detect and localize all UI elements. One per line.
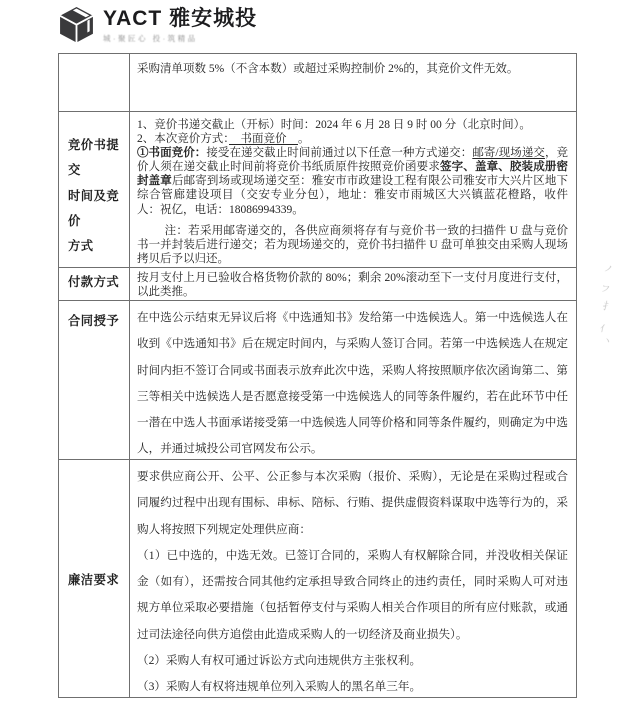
row-header-payment-terms: [59, 268, 130, 300]
content-paragraph: [137, 271, 568, 299]
row-header-submission-time-and-method: [59, 112, 130, 267]
margin-mark: 丶: [601, 336, 613, 348]
row-content-contract-award: [130, 301, 576, 459]
row-content-integrity-requirements: [130, 460, 576, 697]
row-content-submission-time-and-method: [130, 112, 576, 267]
logo-text-block: [103, 6, 257, 44]
body-text: （3）采购人有权将违规单位列入采购人的黑名单三年。: [137, 680, 422, 694]
content-paragraph: [137, 132, 568, 146]
body-text: （1）已中选的，中选无效。已签订合同的，采购人有权解除合同，并没收相关保证金（如有），还需按合同其他约定承担导致合同终止的违约责任，同时采购人可对违规方单位采取必要措施（包括暂停支付与采购人相关合作项目的所有应付账款，或通过司法途径向供方追偿由此造成采购人的一切经济及商业损失）。: [137, 548, 568, 641]
row-header-line: 时间及竞价: [68, 188, 120, 228]
content-paragraph: [137, 62, 568, 76]
table-row-contract-award: [59, 301, 576, 460]
row-header-line: 付款方式: [68, 275, 120, 289]
row-content-bid-invalid-clause: [130, 54, 576, 111]
table-row-bid-invalid-clause: [59, 54, 576, 112]
body-text: 。: [298, 133, 310, 146]
body-text: 注：若采用邮寄递交的，各供应商须将存有与竞价书一致的扫描件 U 盘与竞价书一并封装后进行递交；若为现场递交的，竞价书扫描件 U 盘可单独交由采购人现场拷贝后予以归还。: [137, 224, 568, 265]
content-paragraph: [137, 543, 568, 648]
cube-logo-icon: [58, 6, 95, 44]
table-row-payment-terms: [59, 268, 576, 301]
body-text: 按月支付上月已验收合格货物价款的 80%；剩余 20%滚动至下一支付月度进行支付，以此类推。: [137, 272, 568, 299]
body-text: （2）采购人有权可通过诉讼方式向违规供方主张权利。: [137, 654, 422, 668]
content-paragraph: [137, 118, 568, 132]
row-header-line: 合同授予: [68, 314, 120, 328]
body-text: ，竞价人须在递交截止时间前将竞价书纸质原件按照竞价函要求: [137, 147, 569, 174]
handwritten-margin-marks: [596, 258, 622, 368]
row-header-integrity-requirements: [59, 460, 130, 697]
row-header-line: 竞价书提交: [68, 138, 120, 178]
body-text: 1、竞价书递交截止（开标）时间：2024 年 6 月 28 日 9 时 00 分（北京时间）。: [137, 119, 531, 131]
body-text: 采购清单项数 5%（不含本数）或超过采购控制价 2%的，其竞价文件无效。: [137, 63, 519, 75]
content-paragraph: [137, 146, 568, 216]
body-text: 后邮寄到场或现场递交至：雅安市市政建设工程有限公司雅安市大兴片区地下综合管廊建设项目（交安专业分包），地址：雅安市雨城区大兴镇蓝花橙路，收件人：祝亿，电话：18086994339。: [137, 175, 569, 216]
content-paragraph: [137, 224, 568, 266]
underlined-text: 书面竞价: [229, 133, 298, 146]
content-paragraph: [137, 648, 568, 674]
margin-mark: ノ: [602, 264, 614, 276]
body-text: 要求供应商公开、公平、公正参与本次采购（报价、采购），无论是在采购过程或合同履约过程中出现有围标、串标、陪标、行贿、提供虚假资料谋取中选等行为的，采购人将按照下列规定处理供应商：: [137, 470, 568, 536]
body-text: 接受在递交截止时间前通过以下任意一种方式递交：: [206, 147, 473, 160]
table-row-integrity-requirements: [59, 460, 576, 697]
body-text: 2、本次竞价方式：: [137, 133, 229, 146]
emphasis-text: 签字、盖章、胶装成册密封盖章: [137, 161, 569, 188]
underlined-text: 邮寄/现场递交: [472, 147, 545, 160]
margin-mark: 扌: [601, 301, 614, 314]
procurement-terms-table: [58, 53, 577, 698]
row-header-line: 廉洁要求: [68, 572, 120, 587]
brand-name: YACT 雅安城投: [103, 7, 258, 30]
row-header-line: 方式: [68, 239, 94, 254]
row-header-bid-invalid-clause: [59, 54, 130, 111]
brand-tagline: 城·聚匠心 投·筑精品: [103, 34, 198, 43]
margin-mark: 亻: [598, 324, 610, 336]
content-paragraph: [137, 305, 568, 460]
content-paragraph: [137, 674, 568, 697]
emphasis-text: ①书面竞价：: [137, 147, 207, 160]
margin-mark: フ: [599, 284, 611, 296]
content-paragraph: [137, 464, 568, 543]
row-header-contract-award: [59, 301, 130, 459]
company-logo: [58, 6, 257, 44]
body-text: 在中选公示结束无异议后将《中选通知书》发给第一中选候选人。第一中选候选人在收到《中选通知书》后在规定时间内，与采购人签订合同。若第一中选候选人在规定时间内拒不签订合同或书面表示放弃此次中选，采购人将按照顺序依次函询第二、第三等相关中选候选人是否愿意接受第一中选候选人的同等条件履约，若在此环节中任一潜在中选人书面承诺接受第一中选候选人同等价格和同等条件履约，则确定为中选人，并通过城投公司官网发布公示。: [137, 311, 568, 456]
table-row-submission-time-and-method: [59, 112, 576, 268]
row-content-payment-terms: [130, 268, 576, 300]
